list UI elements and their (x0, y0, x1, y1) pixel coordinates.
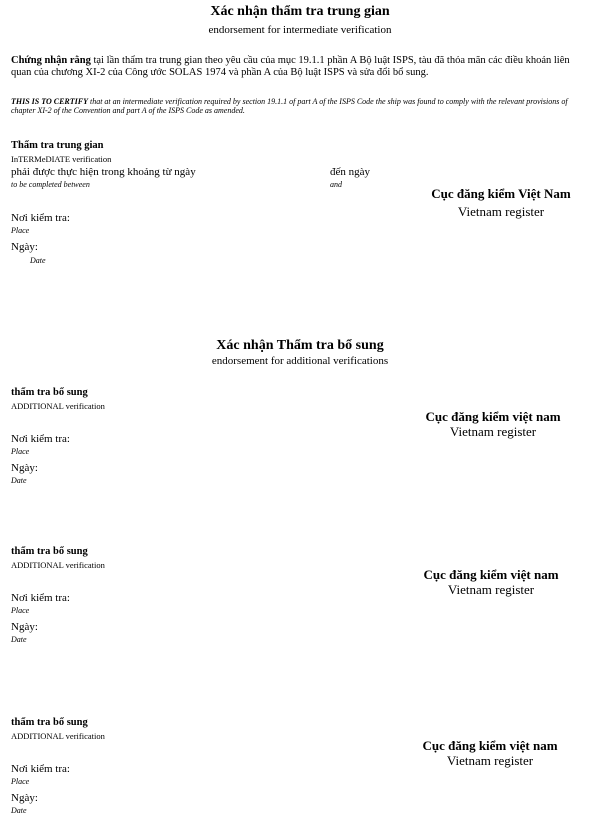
intermediate-subtitle: endorsement for intermediate verification (208, 24, 392, 36)
org-name-vi: Cục đăng kiểm việt nam (422, 738, 558, 753)
date-label-vi: Ngày: (11, 462, 38, 474)
org-name-vi: Cục đăng kiểm Việt Nam (431, 186, 571, 201)
period-to-en: and (330, 180, 342, 189)
additional-verif-sub: ADDITIONAL verification (11, 560, 105, 570)
additional-verification-block (0, 387, 600, 497)
place-label-vi: Nơi kiểm tra: (11, 433, 70, 445)
additional-verification-block (0, 546, 600, 656)
org-name-vi: Cục đăng kiểm việt nam (423, 567, 559, 582)
additional-verif-sub: ADDITIONAL verification (11, 401, 105, 411)
place-label-vi: Nơi kiểm tra: (11, 212, 70, 224)
org-name-en: Vietnam register (449, 424, 537, 439)
date-label-en: Date (11, 635, 27, 644)
place-label-vi: Nơi kiểm tra: (11, 763, 70, 775)
org-name-vi: Cục đăng kiểm việt nam (425, 409, 561, 424)
date-label-vi: Ngày: (11, 621, 38, 633)
place-label-en: Place (11, 606, 30, 615)
additional-verif-title: thẩm tra bổ sung (11, 387, 88, 398)
additional-title: Xác nhận Thẩm tra bổ sung (216, 338, 384, 353)
date-label-en: Date (11, 806, 27, 815)
intermediate-title: Xác nhận thẩm tra trung gian (210, 4, 390, 19)
certify-paragraph-vi (11, 55, 583, 79)
additional-verif-sub: ADDITIONAL verification (11, 731, 105, 741)
certify-en-lead: THIS IS TO CERTIFY (11, 97, 88, 106)
org-name-en: Vietnam register (446, 753, 534, 768)
period-from-vi: phải được thực hiện trong khoảng từ ngày (11, 166, 196, 178)
additional-subtitle: endorsement for additional verifications (211, 355, 389, 367)
org-name-en: Vietnam register (457, 204, 545, 219)
intermediate-verif-sub: InTERMeDIATE verification (11, 154, 112, 164)
certify-text: tại lần thẩm tra trung gian theo yêu cầu của mục 19.1.1 phần A Bộ luật ISPS, tàu đã thỏa mãn các điều khoản liên quan của chương XI-2 của Công ước SOLAS 1974 và phần A của Bộ luật ISPS và sửa đổi bổ sung. (11, 55, 570, 78)
certify-lead: Chứng nhận rằng (11, 55, 91, 66)
place-label-en: Place (11, 777, 30, 786)
additional-verif-title: thẩm tra bổ sung (11, 546, 88, 557)
place-label-en: Place (11, 226, 30, 235)
period-to-vi: đến ngày (330, 166, 371, 178)
date-label-vi: Ngày: (11, 241, 38, 253)
date-label-en: Date (30, 256, 46, 265)
date-label-vi: Ngày: (11, 792, 38, 804)
org-name-en: Vietnam register (447, 582, 535, 597)
additional-verification-block (0, 717, 600, 827)
date-label-en: Date (11, 476, 27, 485)
period-from-en: to be completed between (11, 180, 90, 189)
certify-paragraph-en (11, 97, 586, 115)
place-label-en: Place (11, 447, 30, 456)
place-label-vi: Nơi kiểm tra: (11, 592, 70, 604)
additional-verif-title: thẩm tra bổ sung (11, 717, 88, 728)
intermediate-verif-title: Thẩm tra trung gian (11, 140, 104, 151)
certify-en-text: that at an intermediate verification required by section 19.1.1 of part A of the ISPS Code the ship was found to comply with the relevant provisions of chapter XI-2 of the Convention and part A of the ISPS Code as amended. (11, 97, 568, 115)
